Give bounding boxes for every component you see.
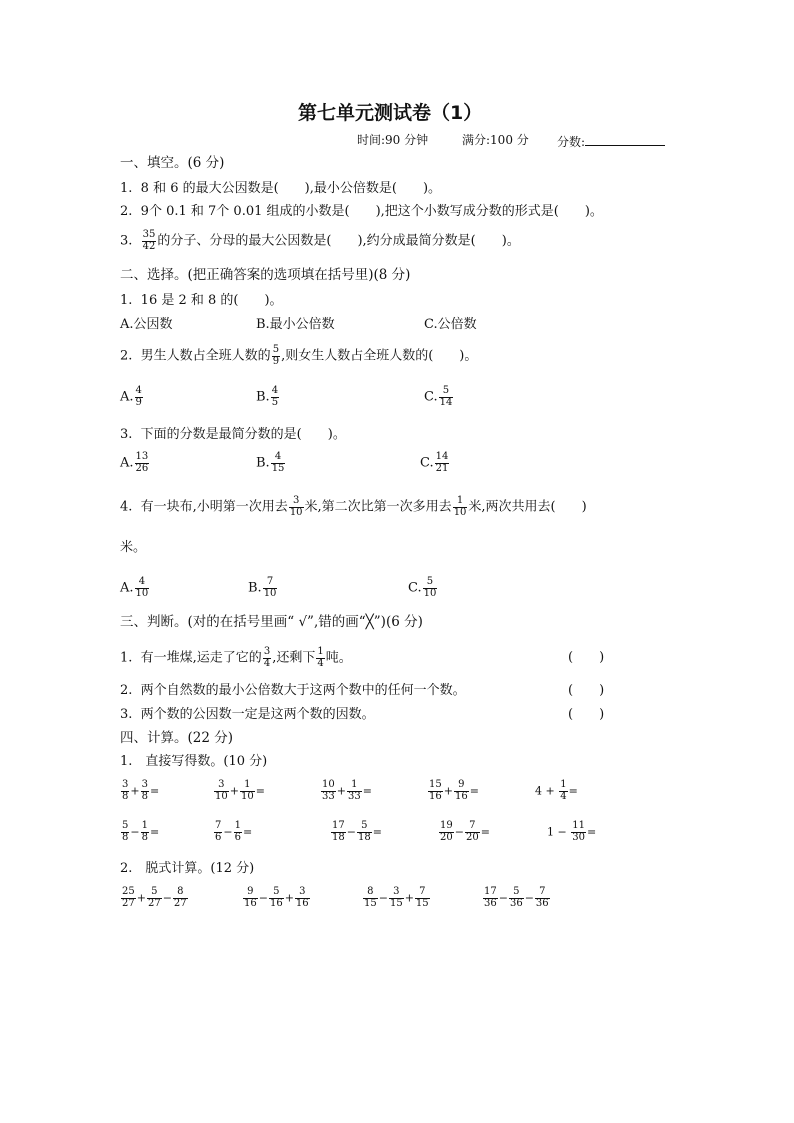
fraction: $\frac{7}{15}$ [415,886,429,909]
s1-q3: 3. $\frac{35}{42}$ 的分子、分母的最大公因数是( ),约分成最简分数是( )。 [120,229,520,252]
fraction: $\frac{3}{8}$ [141,779,148,802]
fraction: $\frac{5}{8}$ [122,820,129,843]
s2-q4-option-c: C. $\frac{5}{10}$ [408,576,437,599]
expression [120,887,189,909]
fraction: $\frac{35}{42}$ [142,229,156,252]
operator: − [162,891,172,905]
section-3-heading: 三、判断。(对的在括号里画“ √”,错的画“╳”)(6 分) [120,614,423,630]
s1-q1: 1. 8 和 6 的最大公因数是( ),最小公倍数是( )。 [120,181,442,196]
s3-q3-answer-paren[interactable]: ( ) [568,707,605,722]
s3-q2-answer-paren[interactable]: ( ) [568,683,605,698]
fraction: $\frac{1}{4}$ [560,779,567,802]
operator: = [255,784,265,798]
operator: − [130,825,140,839]
expression [120,780,159,802]
operator: − [258,891,268,905]
expression [213,821,252,843]
operator: + [404,891,414,905]
expression [535,780,578,802]
fraction: $\frac{5}{18}$ [357,820,371,843]
operator: + [229,784,239,798]
operator: = [480,825,490,839]
fraction: $\frac{10}{33}$ [322,779,335,802]
meta-score-label: 分数: [557,134,665,148]
fraction: $\frac{1}{6}$ [234,820,241,843]
fraction: $\frac{3}{10}$ [215,779,228,802]
fraction: $\frac{11}{30}$ [572,820,585,843]
s4-part2-heading: 2. 脱式计算。(12 分) [120,861,255,876]
fraction: $\frac{9}{16}$ [454,779,468,802]
score-blank[interactable] [585,134,665,146]
operator: = [372,825,382,839]
operator: = [149,784,160,798]
operator: = [242,825,253,839]
s2-q1-option-c: C.公倍数 [424,317,477,332]
operator: − [346,825,356,839]
s2-q3: 3. 下面的分数是最简分数的是( )。 [120,427,346,442]
fraction: $\frac{3}{8}$ [122,779,129,802]
s2-q3-option-c: C. $\frac{14}{21}$ [420,451,449,474]
fraction: $\frac{25}{27}$ [122,886,135,909]
page-title: 第七单元测试卷（1） [298,102,483,124]
s2-q4-option-b: B. $\frac{7}{10}$ [248,576,277,599]
fraction: $\frac{7}{20}$ [465,820,479,843]
fraction: $\frac{8}{27}$ [173,886,187,909]
operator: − [378,891,388,905]
fraction: $\frac{1}{33}$ [347,779,361,802]
expression [438,821,490,843]
expression [547,821,596,843]
fraction: $\frac{9}{16}$ [244,886,257,909]
fraction: $\frac{5}{36}$ [509,886,523,909]
fraction: $\frac{19}{20}$ [440,820,453,843]
operator: = [149,825,160,839]
fraction: $\frac{3}{15}$ [389,886,403,909]
fraction: $\frac{7}{36}$ [535,886,549,909]
s2-q2-option-b: B. $\frac{4}{5}$ [256,385,279,408]
fraction: $\frac{3}{16}$ [295,886,309,909]
expression [362,887,431,909]
expression [120,821,159,843]
expression [427,780,479,802]
section-1-heading: 一、填空。(6 分) [120,155,225,171]
fraction: $\frac{15}{16}$ [429,779,442,802]
fraction: $\frac{5}{27}$ [147,886,161,909]
operator: + [443,784,453,798]
meta-time: 时间:90 分钟 [357,133,429,147]
s3-q1: 1. 有一堆煤,运走了它的 $\frac{3}{4}$ ,还剩下 $\frac{1}{4}$ 吨。 [120,646,352,669]
fraction: $\frac{1}{10}$ [240,779,254,802]
expression [242,887,311,909]
operator: + [130,784,140,798]
s2-q1-option-b: B.最小公倍数 [256,317,335,332]
operator: = [586,825,597,839]
operator: + [136,891,146,905]
s2-q1: 1. 16 是 2 和 8 的( )。 [120,293,283,308]
s2-q4-option-a: A. $\frac{4}{10}$ [120,576,149,599]
s3-q3: 3. 两个数的公因数一定是这两个数的因数。 [120,707,375,722]
operator: 1 − [547,825,571,839]
operator: 4 + [535,784,559,798]
meta-full-score: 满分:100 分 [462,133,529,147]
fraction: $\frac{1}{8}$ [141,820,148,843]
expression [330,821,382,843]
s2-q3-option-a: A. $\frac{13}{26}$ [120,451,149,474]
expression [213,780,265,802]
operator: − [223,825,233,839]
s4-part1-heading: 1. 直接写得数。(10 分) [120,754,268,769]
operator: − [454,825,464,839]
s3-q1-answer-paren[interactable]: ( ) [568,650,605,665]
operator: = [469,784,479,798]
fraction: $\frac{8}{15}$ [364,886,377,909]
operator: − [498,891,508,905]
fraction: $\frac{7}{6}$ [215,820,222,843]
fraction: $\frac{17}{18}$ [332,820,345,843]
operator: + [336,784,346,798]
expression [482,887,551,909]
expression [320,780,372,802]
s1-q2: 2. 9个 0.1 和 7个 0.01 组成的小数是( ),把这个小数写成分数的形式是( )。 [120,204,603,219]
s2-q2-option-c: C. $\frac{5}{14}$ [424,385,453,408]
operator: = [568,784,578,798]
s3-q2: 2. 两个自然数的最小公倍数大于这两个数中的任何一个数。 [120,683,466,698]
s2-q4: 4. 有一块布,小明第一次用去 $\frac{3}{10}$ 米,第二次比第一次多用去 $\frac{1}{10}$ 米,两次共用去( ) [120,495,587,518]
s2-q4-continued: 米。 [120,540,147,555]
section-4-heading: 四、计算。(22 分) [120,730,234,746]
operator: = [362,784,372,798]
s2-q2-option-a: A. $\frac{4}{9}$ [120,385,142,408]
s2-q3-option-b: B. $\frac{4}{15}$ [256,451,285,474]
s2-q2: 2. 男生人数占全班人数的 $\frac{5}{9}$ ,则女生人数占全班人数的( )。 [120,344,478,367]
operator: − [524,891,534,905]
s2-q1-option-a: A.公因数 [120,317,173,332]
operator: + [284,891,294,905]
fraction: $\frac{17}{36}$ [484,886,497,909]
section-2-heading: 二、选择。(把正确答案的选项填在括号里)(8 分) [120,267,411,283]
fraction: $\frac{5}{16}$ [269,886,283,909]
